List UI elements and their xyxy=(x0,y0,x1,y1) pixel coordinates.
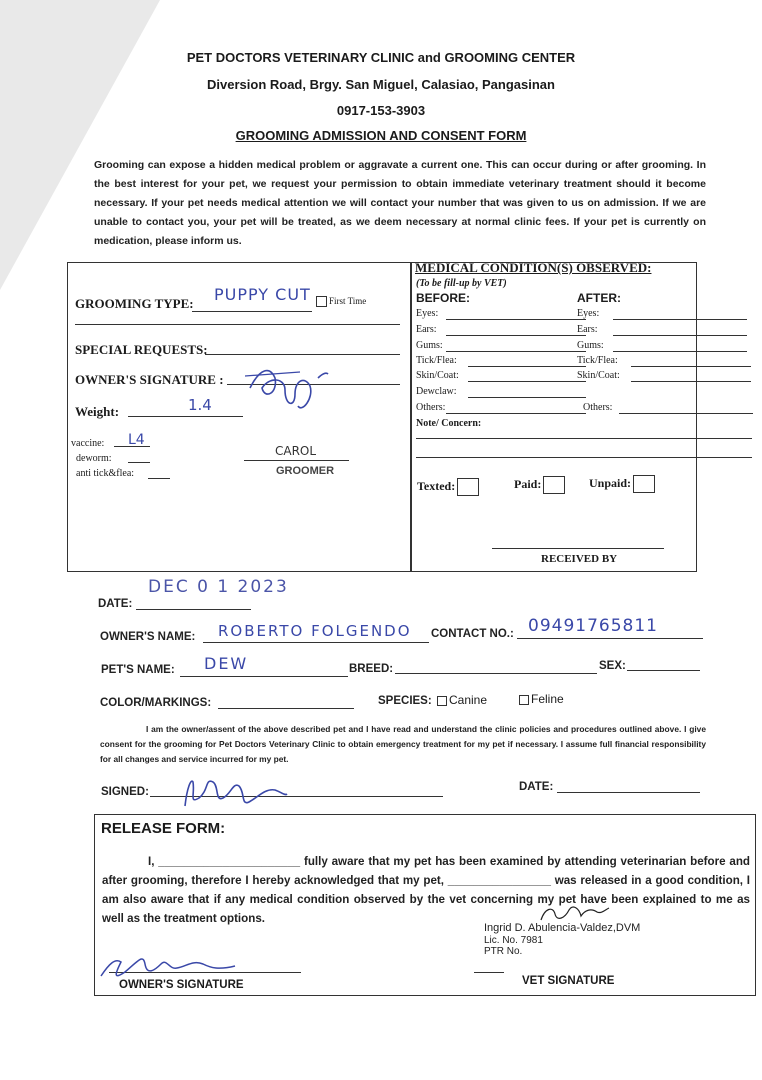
before-item[interactable]: Dewclaw: xyxy=(416,386,576,397)
contact-value: 09491765811 xyxy=(528,616,658,636)
vaccine-label: vaccine: xyxy=(71,438,105,449)
vet-ptr-no: PTR No. xyxy=(484,946,523,957)
after-item[interactable]: Others: xyxy=(583,402,753,413)
vet-signature-label: VET SIGNATURE xyxy=(522,975,615,987)
paid-checkbox[interactable]: Paid: xyxy=(514,476,565,494)
grooming-type-value[interactable]: PUPPY CUT xyxy=(214,285,311,304)
after-item[interactable]: Tick/Flea: xyxy=(577,355,747,366)
deworm-label: deworm: xyxy=(76,453,112,464)
note-line-1[interactable] xyxy=(416,438,752,439)
color-label: COLOR/MARKINGS: xyxy=(100,697,212,709)
species-canine-option[interactable]: Canine xyxy=(437,693,487,707)
owner-signature-mark xyxy=(240,358,330,418)
breed-field[interactable] xyxy=(395,673,597,674)
note-line-2[interactable] xyxy=(416,457,752,458)
weight-value: 1.4 xyxy=(188,396,212,414)
before-item[interactable]: Skin/Coat: xyxy=(416,370,576,381)
signed-signature-mark xyxy=(175,768,295,818)
clinic-address: Diversion Road, Brgy. San Miguel, Calasiao, Pangasinan xyxy=(207,77,555,92)
vaccine-value: L4 xyxy=(128,432,145,448)
received-by-field[interactable] xyxy=(492,548,664,549)
date-stamp: DEC 0 1 2023 xyxy=(148,577,289,597)
received-by-label: RECEIVED BY xyxy=(541,553,618,565)
before-item[interactable]: Tick/Flea: xyxy=(416,355,576,366)
sex-field[interactable] xyxy=(627,670,700,671)
consent-text: I am the owner/assent of the above described pet and I have read and understand the clinic policies and procedures outlined above. I give consent for the grooming for Pet Doctors Veterinary Clinic to obtain emergency treatment for my pet if necessary. I assume full financial responsibility for all changes and service incurred for my pet. xyxy=(100,724,706,764)
first-time-checkbox[interactable]: First Time xyxy=(316,296,366,307)
contact-field[interactable] xyxy=(517,638,703,639)
after-item[interactable]: Eyes: xyxy=(577,308,747,319)
species-label: SPECIES: xyxy=(378,695,432,707)
after-item[interactable]: Skin/Coat: xyxy=(577,370,747,381)
before-label: BEFORE: xyxy=(416,291,470,305)
owner-name-value: ROBERTO FOLGENDO xyxy=(218,622,412,640)
vet-lic-no: Lic. No. 7981 xyxy=(484,935,543,946)
pet-name-value: DEW xyxy=(204,654,249,673)
date-field[interactable] xyxy=(136,609,251,610)
texted-checkbox[interactable]: Texted: xyxy=(417,478,479,496)
column-divider xyxy=(410,262,412,572)
date2-label: DATE: xyxy=(519,781,554,793)
sex-label: SEX: xyxy=(599,660,626,672)
clinic-name: PET DOCTORS VETERINARY CLINIC and GROOMING CENTER xyxy=(186,50,576,65)
vet-signature-mark xyxy=(535,900,615,928)
release-text: I, ______________________ fully aware that my pet has been examined by attending veterinarian before and after grooming, therefore I hereby acknowledged that my pet, ________________ was released in a good condition, I am also aware that if any medical condition observed by the vet concerning my pet have been explained to me as well as the treatment options. xyxy=(102,855,750,925)
owner-name-field[interactable] xyxy=(203,642,429,643)
breed-label: BREED: xyxy=(349,663,394,675)
special-requests-label: SPECIAL REQUESTS: xyxy=(75,342,208,357)
weight-label: Weight: xyxy=(75,404,120,419)
after-label: AFTER: xyxy=(577,291,621,305)
owner-signature-release-label: OWNER'S SIGNATURE xyxy=(119,979,244,991)
note-label: Note/ Concern: xyxy=(416,418,482,429)
before-item[interactable]: Ears: xyxy=(416,324,576,335)
before-item[interactable]: Gums: xyxy=(416,340,576,351)
before-item[interactable]: Others: xyxy=(416,402,576,413)
owner-name-label: OWNER'S NAME: xyxy=(100,631,196,643)
color-field[interactable] xyxy=(218,708,354,709)
medical-subtitle: (To be fill-up by VET) xyxy=(416,278,507,289)
species-feline-option[interactable]: Feline xyxy=(519,692,564,706)
vet-name: Ingrid D. Abulencia-Valdez,DVM xyxy=(484,922,641,934)
contact-label: CONTACT NO.: xyxy=(431,628,514,640)
date-label: DATE: xyxy=(98,598,133,610)
clinic-phone: 0917-153-3903 xyxy=(336,103,426,118)
after-item[interactable]: Gums: xyxy=(577,340,747,351)
form-title: GROOMING ADMISSION AND CONSENT FORM xyxy=(235,128,527,143)
pet-name-field[interactable] xyxy=(180,676,348,677)
intro-paragraph: Grooming can expose a hidden medical problem or aggravate a current one. This can occur during or after grooming. In the best interest for your pet, we request your permission to obtain immediate veterinary treatment should it become necessary. If your pet needs medical attention we will contact your number that was given to us on admission. If we are unable to contact you, your pet will be treated, as we deem necessary at normal clinic fees. If your pet is currently on medication, please inform us. xyxy=(94,159,706,247)
special-requests-field[interactable] xyxy=(205,354,400,355)
after-item[interactable]: Ears: xyxy=(577,324,747,335)
pet-name-label: PET'S NAME: xyxy=(101,664,175,676)
grooming-type-label: GROOMING TYPE: xyxy=(75,296,194,311)
antitick-label: anti tick&flea: xyxy=(76,468,135,479)
groomer-label: GROOMER xyxy=(276,465,335,477)
owner-signature-label: OWNER'S SIGNATURE : xyxy=(75,372,224,387)
weight-field[interactable] xyxy=(128,416,243,417)
date2-field[interactable] xyxy=(557,792,700,793)
groomer-name: CAROL xyxy=(275,444,317,458)
unpaid-checkbox[interactable]: Unpaid: xyxy=(589,475,655,493)
signed-label: SIGNED: xyxy=(101,786,149,798)
release-title: RELEASE FORM: xyxy=(101,820,226,837)
medical-title: MEDICAL CONDITION(S) OBSERVED: xyxy=(415,260,652,275)
before-item[interactable]: Eyes: xyxy=(416,308,576,319)
